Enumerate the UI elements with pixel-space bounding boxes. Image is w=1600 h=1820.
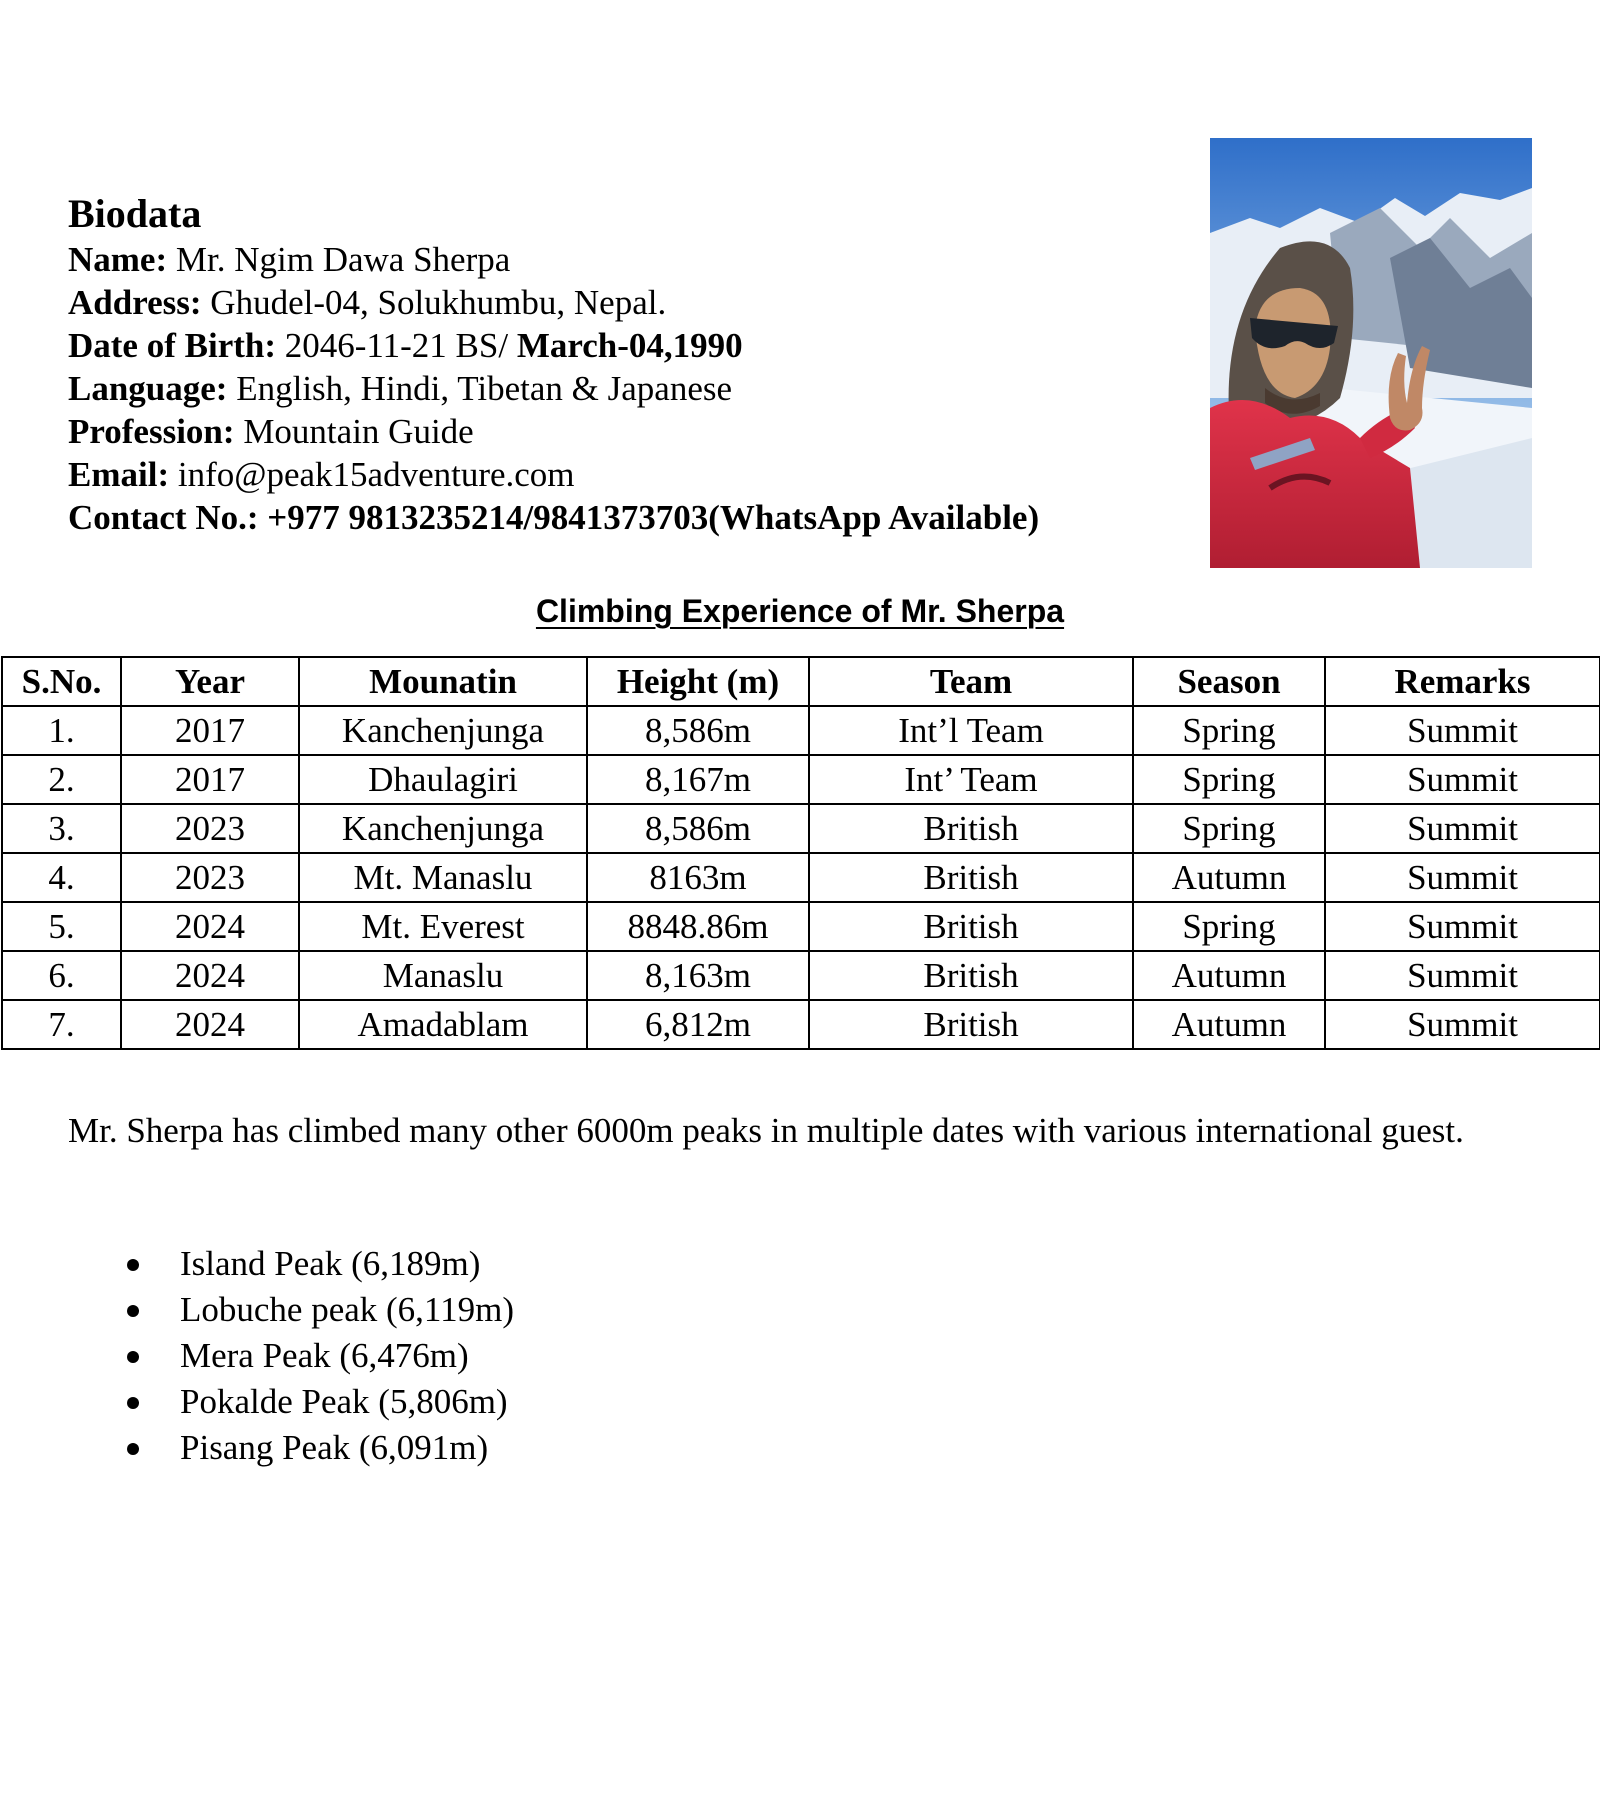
header-mountain: Mounatin	[299, 657, 587, 706]
cell-remarks: Summit	[1325, 755, 1600, 804]
table-row	[2, 1000, 1600, 1049]
cell-mountain: Mt. Everest	[299, 902, 587, 951]
cell-year: 2024	[121, 902, 299, 951]
biodata-block	[68, 190, 1148, 539]
peak-label: Mera Peak (6,476m)	[180, 1336, 469, 1375]
profession-line	[68, 410, 1148, 453]
header-team: Team	[809, 657, 1133, 706]
bullet-icon	[127, 1443, 139, 1455]
list-item	[68, 1379, 514, 1425]
cell-year: 2023	[121, 853, 299, 902]
cell-remarks: Summit	[1325, 853, 1600, 902]
cell-height: 8848.86m	[587, 902, 809, 951]
table-row	[2, 706, 1600, 755]
cell-sno: 6.	[2, 951, 121, 1000]
dob-value: 2046-11-21 BS/	[276, 326, 517, 365]
cell-height: 8,586m	[587, 804, 809, 853]
bullet-icon	[127, 1397, 139, 1409]
cell-remarks: Summit	[1325, 902, 1600, 951]
cell-season: Spring	[1133, 755, 1325, 804]
cell-sno: 3.	[2, 804, 121, 853]
biodata-title: Biodata	[68, 191, 202, 236]
name-line	[68, 238, 1148, 281]
address-label: Address:	[68, 283, 202, 322]
dob-label: Date of Birth:	[68, 326, 277, 365]
header-height: Height (m)	[587, 657, 809, 706]
table-row	[2, 853, 1600, 902]
cell-mountain: Manaslu	[299, 951, 587, 1000]
cell-remarks: Summit	[1325, 951, 1600, 1000]
section-title-text: Climbing Experience of Mr. Sherpa	[535, 593, 1065, 629]
language-value: English, Hindi, Tibetan & Japanese	[227, 369, 733, 408]
table-header-row	[2, 657, 1600, 706]
cell-team: British	[809, 804, 1133, 853]
cell-mountain: Dhaulagiri	[299, 755, 587, 804]
cell-mountain: Kanchenjunga	[299, 804, 587, 853]
cell-team: British	[809, 1000, 1133, 1049]
email-label: Email:	[68, 455, 170, 494]
table-row	[2, 804, 1600, 853]
cell-year: 2024	[121, 1000, 299, 1049]
cell-year: 2023	[121, 804, 299, 853]
cell-sno: 1.	[2, 706, 121, 755]
table-row	[2, 951, 1600, 1000]
bullet-icon	[127, 1305, 139, 1317]
cell-team: British	[809, 853, 1133, 902]
cell-season: Autumn	[1133, 951, 1325, 1000]
cell-season: Spring	[1133, 706, 1325, 755]
cell-sno: 5.	[2, 902, 121, 951]
cell-year: 2017	[121, 755, 299, 804]
email-value: info@peak15adventure.com	[169, 455, 575, 494]
cell-remarks: Summit	[1325, 1000, 1600, 1049]
peak-label: Pokalde Peak (5,806m)	[180, 1382, 508, 1421]
language-label: Language:	[68, 369, 228, 408]
cell-year: 2024	[121, 951, 299, 1000]
list-item	[68, 1241, 514, 1287]
dob-line	[68, 324, 1148, 367]
cell-sno: 4.	[2, 853, 121, 902]
cell-height: 8,163m	[587, 951, 809, 1000]
cell-remarks: Summit	[1325, 804, 1600, 853]
peaks-list	[68, 1241, 514, 1471]
contact-label: Contact No.:	[68, 498, 259, 537]
cell-team: British	[809, 951, 1133, 1000]
name-label: Name:	[68, 240, 168, 279]
cell-sno: 7.	[2, 1000, 121, 1049]
address-value: Ghudel-04, Solukhumbu, Nepal.	[201, 283, 667, 322]
contact-line	[68, 496, 1148, 539]
language-line	[68, 367, 1148, 410]
cell-height: 8,167m	[587, 755, 809, 804]
list-item	[68, 1333, 514, 1379]
section-title	[0, 591, 1600, 631]
contact-value: +977 9813235214/9841373703(WhatsApp Available)	[258, 498, 1040, 537]
profession-value: Mountain Guide	[234, 412, 474, 451]
table-row	[2, 755, 1600, 804]
cell-season: Spring	[1133, 804, 1325, 853]
cell-team: Int’ Team	[809, 755, 1133, 804]
bullet-icon	[127, 1351, 139, 1363]
list-item	[68, 1287, 514, 1333]
cell-height: 8,586m	[587, 706, 809, 755]
cell-mountain: Kanchenjunga	[299, 706, 587, 755]
list-item	[68, 1425, 514, 1471]
cell-remarks: Summit	[1325, 706, 1600, 755]
peak-label: Pisang Peak (6,091m)	[180, 1428, 489, 1467]
cell-mountain: Mt. Manaslu	[299, 853, 587, 902]
summary-paragraph: Mr. Sherpa has climbed many other 6000m peaks in multiple dates with various international guest.	[68, 1111, 1464, 1150]
header-remarks: Remarks	[1325, 657, 1600, 706]
cell-team: Int’l Team	[809, 706, 1133, 755]
bullet-icon	[127, 1259, 139, 1271]
header-sno: S.No.	[2, 657, 121, 706]
cell-height: 8163m	[587, 853, 809, 902]
header-year: Year	[121, 657, 299, 706]
cell-sno: 2.	[2, 755, 121, 804]
cell-season: Autumn	[1133, 853, 1325, 902]
profile-photo	[1210, 138, 1532, 568]
peak-label: Island Peak (6,189m)	[180, 1244, 481, 1283]
cell-team: British	[809, 902, 1133, 951]
peak-label: Lobuche peak (6,119m)	[180, 1290, 515, 1329]
address-line	[68, 281, 1148, 324]
cell-year: 2017	[121, 706, 299, 755]
cell-season: Spring	[1133, 902, 1325, 951]
header-season: Season	[1133, 657, 1325, 706]
cell-height: 6,812m	[587, 1000, 809, 1049]
cell-season: Autumn	[1133, 1000, 1325, 1049]
email-line	[68, 453, 1148, 496]
name-value: Mr. Ngim Dawa Sherpa	[167, 240, 511, 279]
table-row	[2, 902, 1600, 951]
cell-mountain: Amadablam	[299, 1000, 587, 1049]
dob-ad-value: March-04,1990	[516, 326, 743, 365]
profession-label: Profession:	[68, 412, 235, 451]
climbing-experience-table	[1, 656, 1600, 1050]
